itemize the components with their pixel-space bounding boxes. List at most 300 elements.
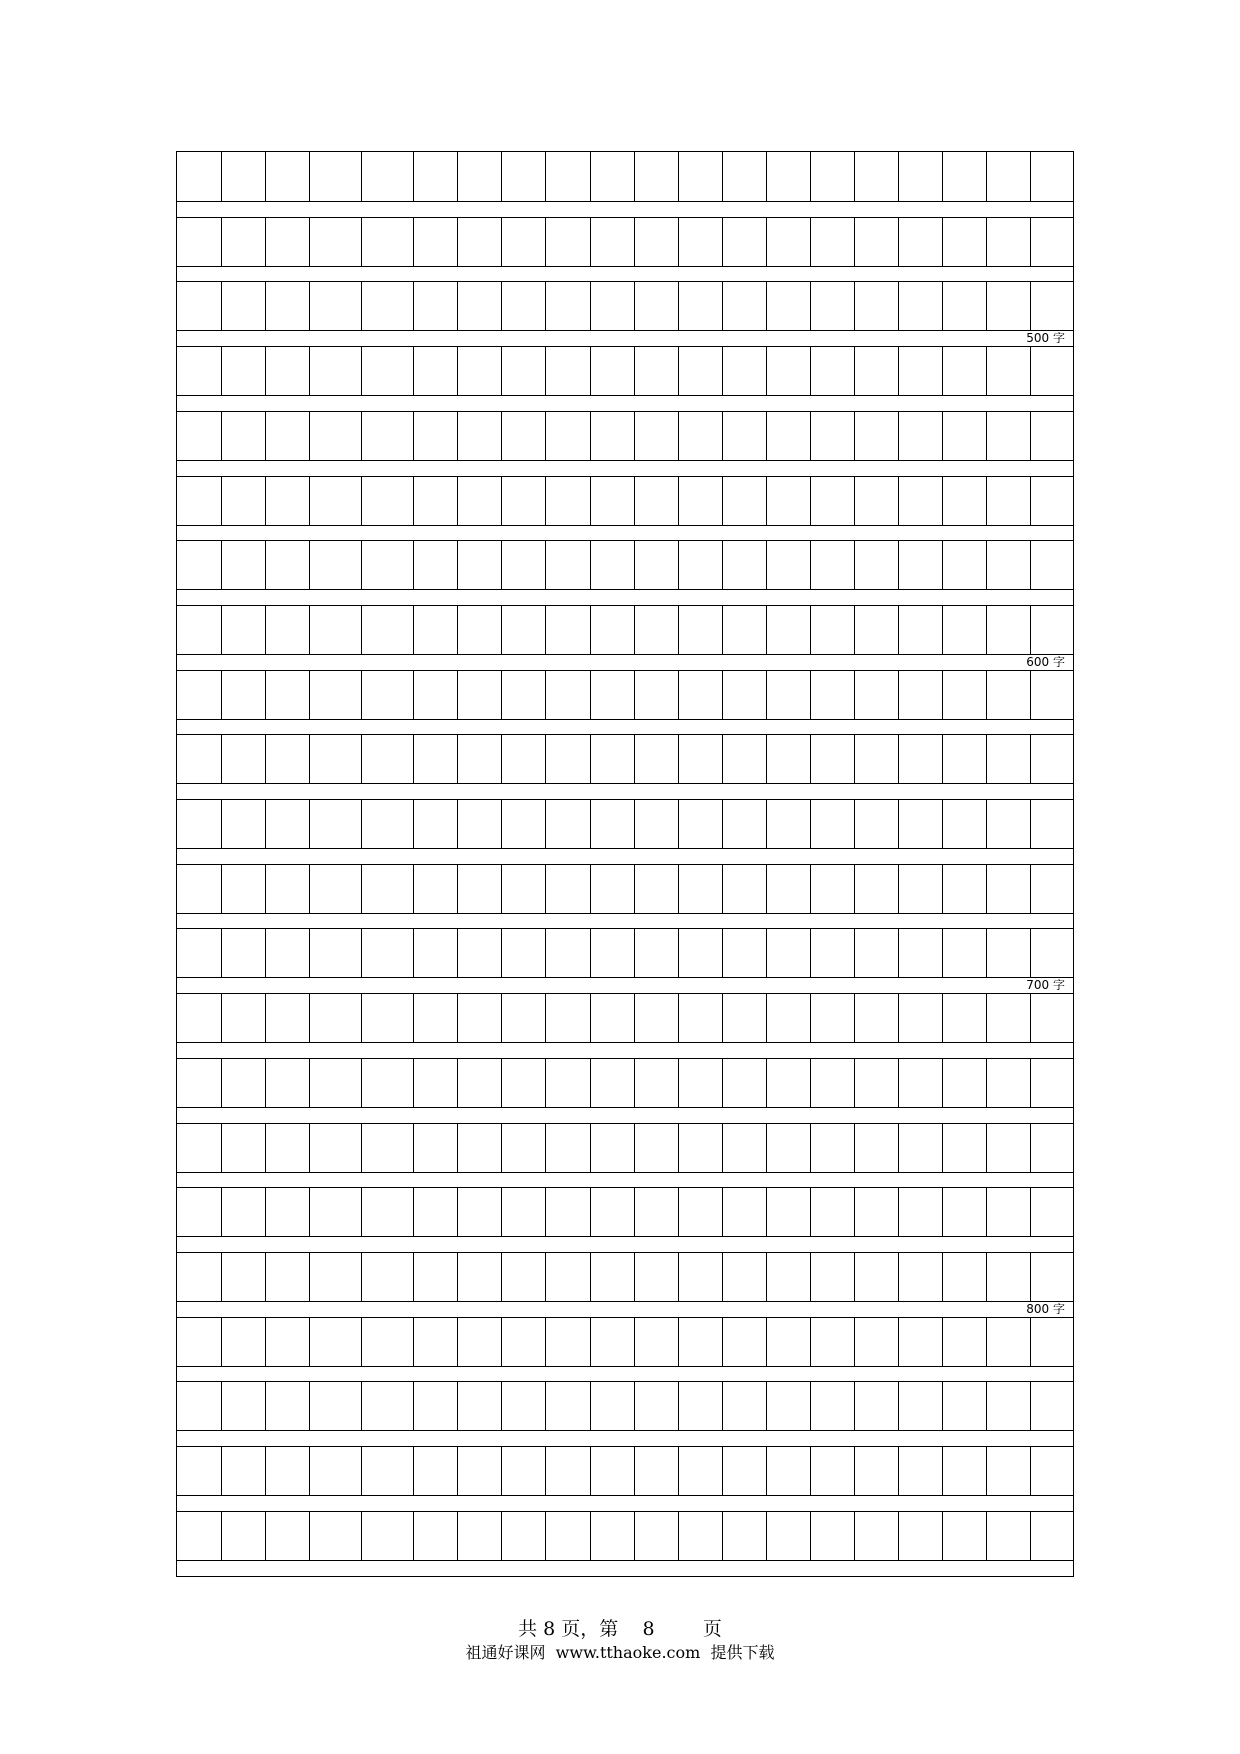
grid-cell <box>501 929 545 977</box>
grid-cell <box>221 282 265 330</box>
grid-cell <box>309 347 361 395</box>
grid-cell <box>898 671 942 719</box>
grid-cell <box>942 282 986 330</box>
grid-cell <box>678 1382 722 1430</box>
grid-cell <box>942 1447 986 1495</box>
grid-cell <box>986 735 1030 783</box>
grid-cell <box>722 1188 766 1236</box>
grid-cell <box>898 1382 942 1430</box>
grid-cell <box>309 1188 361 1236</box>
grid-cell <box>457 929 501 977</box>
grid-cell <box>1030 1188 1075 1236</box>
grid-cell <box>766 994 810 1042</box>
grid-row <box>177 281 1073 331</box>
grid-cell <box>309 218 361 266</box>
grid-cell <box>221 671 265 719</box>
grid-cell <box>221 1512 265 1560</box>
grid-cell <box>545 477 590 525</box>
grid-cell <box>413 1318 457 1366</box>
grid-cell <box>545 1447 590 1495</box>
grid-cell <box>898 541 942 589</box>
grid-cell <box>413 347 457 395</box>
grid-cell <box>457 606 501 654</box>
grid-cell <box>1030 865 1075 913</box>
grid-cell <box>898 735 942 783</box>
grid-cell <box>265 1253 309 1301</box>
grid-cell <box>177 152 221 201</box>
grid-cell <box>309 1382 361 1430</box>
grid-cell <box>221 1447 265 1495</box>
grid-cell <box>501 1447 545 1495</box>
grid-cell <box>361 606 413 654</box>
grid-cell <box>678 1188 722 1236</box>
grid-cell <box>678 1059 722 1107</box>
grid-cell <box>854 412 898 460</box>
grid-cell <box>309 735 361 783</box>
grid-row <box>177 1123 1073 1173</box>
grid-cell <box>898 1124 942 1172</box>
grid-cell <box>361 1447 413 1495</box>
grid-cell <box>854 1382 898 1430</box>
grid-cell <box>309 282 361 330</box>
grid-row <box>177 605 1073 655</box>
grid-cell <box>722 1059 766 1107</box>
grid-row <box>177 799 1073 849</box>
grid-cell <box>361 1124 413 1172</box>
grid-cell <box>413 541 457 589</box>
grid-cell <box>590 152 634 201</box>
grid-cell <box>545 1059 590 1107</box>
grid-cell <box>361 1253 413 1301</box>
grid-cell <box>722 282 766 330</box>
composition-grid <box>176 151 1074 1577</box>
grid-cell <box>1030 347 1075 395</box>
grid-cell <box>177 1124 221 1172</box>
grid-cell <box>854 606 898 654</box>
grid-cell <box>501 1512 545 1560</box>
grid-cell <box>678 1447 722 1495</box>
grid-row <box>177 1381 1073 1431</box>
grid-cell <box>810 1253 854 1301</box>
grid-cell <box>942 671 986 719</box>
grid-cell <box>810 994 854 1042</box>
grid-cell <box>501 800 545 848</box>
grid-cell <box>766 800 810 848</box>
grid-row <box>177 1187 1073 1237</box>
grid-cell <box>942 929 986 977</box>
grid-cell <box>361 671 413 719</box>
grid-cell <box>810 606 854 654</box>
grid-cell <box>265 152 309 201</box>
grid-cell <box>265 1447 309 1495</box>
grid-cell <box>634 1124 678 1172</box>
grid-cell <box>986 412 1030 460</box>
grid-cell <box>361 282 413 330</box>
grid-cell <box>898 412 942 460</box>
grid-cell <box>501 477 545 525</box>
grid-cell <box>722 1253 766 1301</box>
grid-cell <box>545 994 590 1042</box>
grid-cell <box>722 1124 766 1172</box>
grid-cell <box>986 800 1030 848</box>
grid-cell <box>722 606 766 654</box>
page-number-footer: 共 8 页，第 8 页 <box>518 1618 722 1640</box>
grid-cell <box>457 412 501 460</box>
grid-cell <box>854 1253 898 1301</box>
grid-cell <box>501 1382 545 1430</box>
grid-cell <box>265 541 309 589</box>
grid-cell <box>766 1382 810 1430</box>
grid-cell <box>898 218 942 266</box>
grid-cell <box>457 1124 501 1172</box>
grid-cell <box>265 477 309 525</box>
grid-cell <box>766 1318 810 1366</box>
grid-cell <box>898 347 942 395</box>
grid-cell <box>634 800 678 848</box>
grid-cell <box>501 1059 545 1107</box>
grid-cell <box>1030 477 1075 525</box>
grid-row <box>177 476 1073 526</box>
grid-cell <box>590 994 634 1042</box>
grid-cell <box>678 800 722 848</box>
grid-cell <box>766 541 810 589</box>
grid-cell <box>501 865 545 913</box>
grid-cell <box>898 1512 942 1560</box>
grid-cell <box>309 152 361 201</box>
grid-cell <box>678 865 722 913</box>
grid-cell <box>590 735 634 783</box>
grid-cell <box>221 412 265 460</box>
grid-row <box>177 1446 1073 1496</box>
grid-cell <box>177 541 221 589</box>
grid-cell <box>265 218 309 266</box>
grid-cell <box>810 152 854 201</box>
grid-cell <box>545 1253 590 1301</box>
grid-cell <box>177 929 221 977</box>
grid-cell <box>854 1059 898 1107</box>
grid-cell <box>177 218 221 266</box>
grid-cell <box>309 865 361 913</box>
grid-cell <box>634 1512 678 1560</box>
grid-cell <box>457 477 501 525</box>
grid-cell <box>678 541 722 589</box>
grid-cell <box>942 994 986 1042</box>
grid-cell <box>309 1318 361 1366</box>
grid-cell <box>265 1124 309 1172</box>
grid-cell <box>1030 1382 1075 1430</box>
grid-cell <box>678 994 722 1042</box>
grid-cell <box>265 412 309 460</box>
grid-cell <box>986 152 1030 201</box>
grid-cell <box>177 477 221 525</box>
grid-cell <box>309 1447 361 1495</box>
grid-cell <box>722 1447 766 1495</box>
grid-cell <box>501 1124 545 1172</box>
grid-row <box>177 346 1073 396</box>
grid-cell <box>634 541 678 589</box>
grid-cell <box>221 865 265 913</box>
grid-cell <box>986 1447 1030 1495</box>
grid-cell <box>722 735 766 783</box>
grid-cell <box>854 800 898 848</box>
grid-cell <box>810 800 854 848</box>
grid-cell <box>810 735 854 783</box>
grid-cell <box>265 606 309 654</box>
grid-cell <box>898 477 942 525</box>
grid-row <box>177 670 1073 720</box>
grid-cell <box>177 606 221 654</box>
word-count-mark: 500 字 <box>1026 331 1065 346</box>
grid-cell <box>590 282 634 330</box>
grid-cell <box>413 412 457 460</box>
grid-cell <box>177 412 221 460</box>
grid-cell <box>942 1512 986 1560</box>
grid-cell <box>221 152 265 201</box>
grid-cell <box>265 1188 309 1236</box>
grid-cell <box>590 218 634 266</box>
grid-cell <box>810 865 854 913</box>
grid-cell <box>309 1512 361 1560</box>
grid-cell <box>634 347 678 395</box>
grid-cell <box>545 541 590 589</box>
grid-cell <box>942 1059 986 1107</box>
grid-cell <box>722 477 766 525</box>
grid-cell <box>810 671 854 719</box>
grid-row <box>177 540 1073 590</box>
grid-cell <box>413 865 457 913</box>
grid-cell <box>854 1188 898 1236</box>
grid-cell <box>221 929 265 977</box>
grid-cell <box>221 347 265 395</box>
grid-cell <box>854 929 898 977</box>
grid-cell <box>265 735 309 783</box>
grid-cell <box>457 218 501 266</box>
grid-cell <box>722 671 766 719</box>
grid-cell <box>265 865 309 913</box>
grid-cell <box>942 347 986 395</box>
grid-cell <box>678 735 722 783</box>
grid-cell <box>986 1512 1030 1560</box>
grid-cell <box>634 929 678 977</box>
grid-cell <box>590 1059 634 1107</box>
grid-cell <box>361 865 413 913</box>
grid-cell <box>221 800 265 848</box>
grid-cell <box>221 1253 265 1301</box>
grid-cell <box>361 929 413 977</box>
grid-cell <box>1030 929 1075 977</box>
grid-cell <box>942 800 986 848</box>
grid-cell <box>309 1059 361 1107</box>
grid-cell <box>854 1318 898 1366</box>
grid-cell <box>722 541 766 589</box>
grid-cell <box>590 477 634 525</box>
grid-cell <box>942 477 986 525</box>
grid-cell <box>854 735 898 783</box>
grid-cell <box>177 865 221 913</box>
grid-cell <box>766 1512 810 1560</box>
grid-cell <box>361 994 413 1042</box>
grid-cell <box>177 347 221 395</box>
grid-cell <box>413 1253 457 1301</box>
grid-cell <box>177 1512 221 1560</box>
grid-cell <box>545 671 590 719</box>
grid-cell <box>545 929 590 977</box>
grid-cell <box>590 1124 634 1172</box>
grid-cell <box>678 1124 722 1172</box>
grid-cell <box>854 282 898 330</box>
grid-cell <box>986 929 1030 977</box>
grid-cell <box>177 1059 221 1107</box>
grid-cell <box>634 994 678 1042</box>
grid-cell <box>457 541 501 589</box>
grid-cell <box>265 347 309 395</box>
grid-cell <box>361 541 413 589</box>
grid-cell <box>722 865 766 913</box>
grid-cell <box>177 1382 221 1430</box>
grid-cell <box>545 865 590 913</box>
grid-cell <box>457 152 501 201</box>
grid-cell <box>590 929 634 977</box>
grid-cell <box>986 865 1030 913</box>
grid-cell <box>590 865 634 913</box>
grid-cell <box>221 477 265 525</box>
grid-cell <box>309 671 361 719</box>
grid-cell <box>457 1447 501 1495</box>
grid-cell <box>810 541 854 589</box>
grid-cell <box>590 1318 634 1366</box>
grid-cell <box>545 800 590 848</box>
grid-cell <box>265 800 309 848</box>
grid-cell <box>986 1124 1030 1172</box>
grid-cell <box>678 152 722 201</box>
grid-cell <box>898 994 942 1042</box>
site-credit-footer: 祖通好课网 www.tthaoke.com 提供下载 <box>465 1643 775 1662</box>
grid-cell <box>722 1318 766 1366</box>
grid-cell <box>501 541 545 589</box>
grid-cell <box>545 282 590 330</box>
grid-cell <box>501 606 545 654</box>
grid-cell <box>590 671 634 719</box>
grid-cell <box>766 735 810 783</box>
grid-cell <box>766 1253 810 1301</box>
grid-row <box>177 152 1073 202</box>
grid-cell <box>177 1447 221 1495</box>
grid-cell <box>898 1059 942 1107</box>
grid-cell <box>986 477 1030 525</box>
grid-cell <box>810 1059 854 1107</box>
grid-cell <box>177 1318 221 1366</box>
grid-row <box>177 734 1073 784</box>
grid-cell <box>590 1253 634 1301</box>
grid-cell <box>1030 994 1075 1042</box>
grid-cell <box>221 1059 265 1107</box>
grid-cell <box>678 929 722 977</box>
grid-row <box>177 1252 1073 1302</box>
grid-cell <box>766 282 810 330</box>
grid-cell <box>501 347 545 395</box>
grid-cell <box>854 1124 898 1172</box>
grid-cell <box>265 994 309 1042</box>
grid-cell <box>942 1124 986 1172</box>
grid-cell <box>361 412 413 460</box>
grid-cell <box>766 1059 810 1107</box>
grid-cell <box>678 606 722 654</box>
grid-cell <box>898 865 942 913</box>
grid-cell <box>413 800 457 848</box>
grid-cell <box>722 1512 766 1560</box>
grid-cell <box>722 152 766 201</box>
grid-cell <box>221 994 265 1042</box>
grid-cell <box>678 1253 722 1301</box>
grid-cell <box>634 152 678 201</box>
grid-cell <box>810 1318 854 1366</box>
grid-cell <box>545 347 590 395</box>
grid-cell <box>221 1188 265 1236</box>
grid-cell <box>634 1253 678 1301</box>
grid-cell <box>309 541 361 589</box>
grid-cell <box>413 671 457 719</box>
grid-cell <box>634 218 678 266</box>
grid-cell <box>457 1059 501 1107</box>
grid-cell <box>766 152 810 201</box>
grid-cell <box>265 671 309 719</box>
grid-cell <box>810 282 854 330</box>
word-count-mark: 800 字 <box>1026 1301 1065 1316</box>
grid-cell <box>590 541 634 589</box>
grid-cell <box>810 477 854 525</box>
grid-cell <box>177 671 221 719</box>
grid-cell <box>361 1059 413 1107</box>
grid-cell <box>545 1188 590 1236</box>
grid-cell <box>634 477 678 525</box>
grid-cell <box>1030 1124 1075 1172</box>
grid-cell <box>177 994 221 1042</box>
grid-cell <box>898 1188 942 1236</box>
grid-cell <box>634 1382 678 1430</box>
grid-cell <box>1030 218 1075 266</box>
grid-cell <box>501 671 545 719</box>
grid-cell <box>413 929 457 977</box>
grid-cell <box>854 541 898 589</box>
grid-cell <box>898 152 942 201</box>
grid-cell <box>413 1059 457 1107</box>
grid-cell <box>854 865 898 913</box>
grid-cell <box>942 1188 986 1236</box>
word-count-mark: 700 字 <box>1026 978 1065 993</box>
grid-cell <box>361 1188 413 1236</box>
grid-row <box>177 928 1073 978</box>
grid-cell <box>766 1447 810 1495</box>
grid-cell <box>986 1382 1030 1430</box>
grid-cell <box>501 1253 545 1301</box>
grid-cell <box>986 1188 1030 1236</box>
grid-cell <box>501 1188 545 1236</box>
grid-cell <box>766 1124 810 1172</box>
grid-cell <box>221 541 265 589</box>
grid-cell <box>986 994 1030 1042</box>
grid-cell <box>501 994 545 1042</box>
grid-cell <box>545 218 590 266</box>
grid-cell <box>361 1512 413 1560</box>
grid-cell <box>413 1447 457 1495</box>
grid-cell <box>898 1318 942 1366</box>
grid-cell <box>545 412 590 460</box>
grid-cell <box>1030 1318 1075 1366</box>
grid-cell <box>942 735 986 783</box>
grid-cell <box>265 929 309 977</box>
grid-cell <box>810 929 854 977</box>
grid-cell <box>457 1253 501 1301</box>
